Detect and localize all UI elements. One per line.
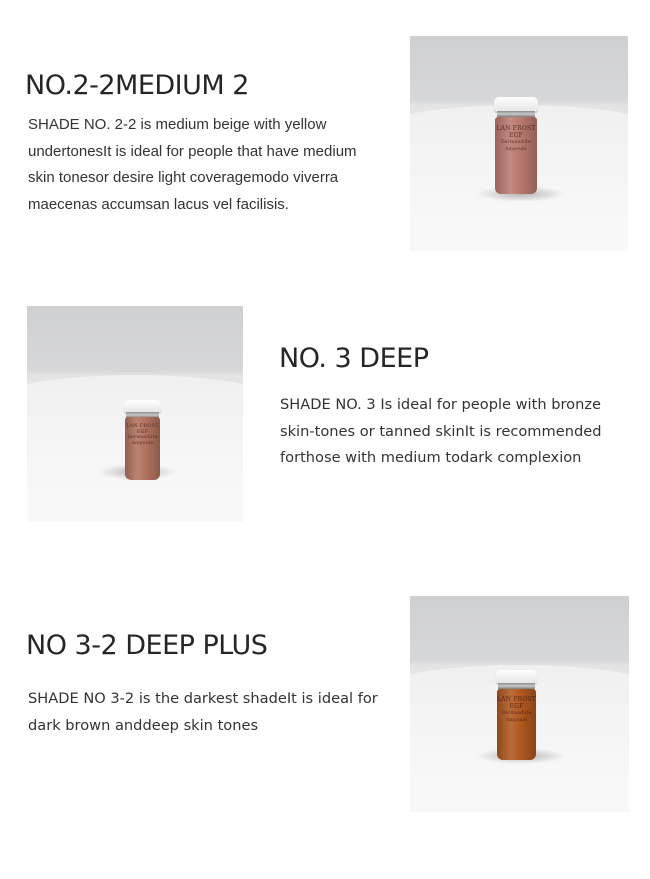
product-description: SHADE NO 3-2 is the darkest shadeIt is ideal for dark brown anddeep skin tones xyxy=(28,690,378,734)
product-photo xyxy=(27,306,243,522)
vial-label: LAN FROST EGF Dermawhite Ampoule xyxy=(496,125,536,152)
product-title: NO. 3 DEEP xyxy=(279,343,429,374)
product-photo xyxy=(410,596,629,812)
product-title: NO.2-2MEDIUM 2 xyxy=(25,70,249,101)
product-title: NO 3-2 DEEP PLUS xyxy=(26,630,268,661)
ampoule-vial xyxy=(496,670,537,760)
product-description: SHADE NO. 2-2 is medium beige with yellow undertonesIt is ideal for people that have medium skin tonesor desire light coveragemodo viverra maecenas accumsan lacus vel facilisis. xyxy=(28,116,357,213)
product-description: SHADE NO. 3 Is ideal for people with bronze skin-tones or tanned skinIt is recommended forthose with medium todark complexion xyxy=(280,396,602,466)
ampoule-vial xyxy=(494,97,538,194)
product-photo xyxy=(410,36,628,251)
ampoule-vial xyxy=(124,400,161,480)
vial-label: LAN FROST EGF Dermawhite Ampoule xyxy=(497,696,536,723)
vial-label: LAN FROST EGF Dermawhite Ampoule xyxy=(126,423,159,446)
